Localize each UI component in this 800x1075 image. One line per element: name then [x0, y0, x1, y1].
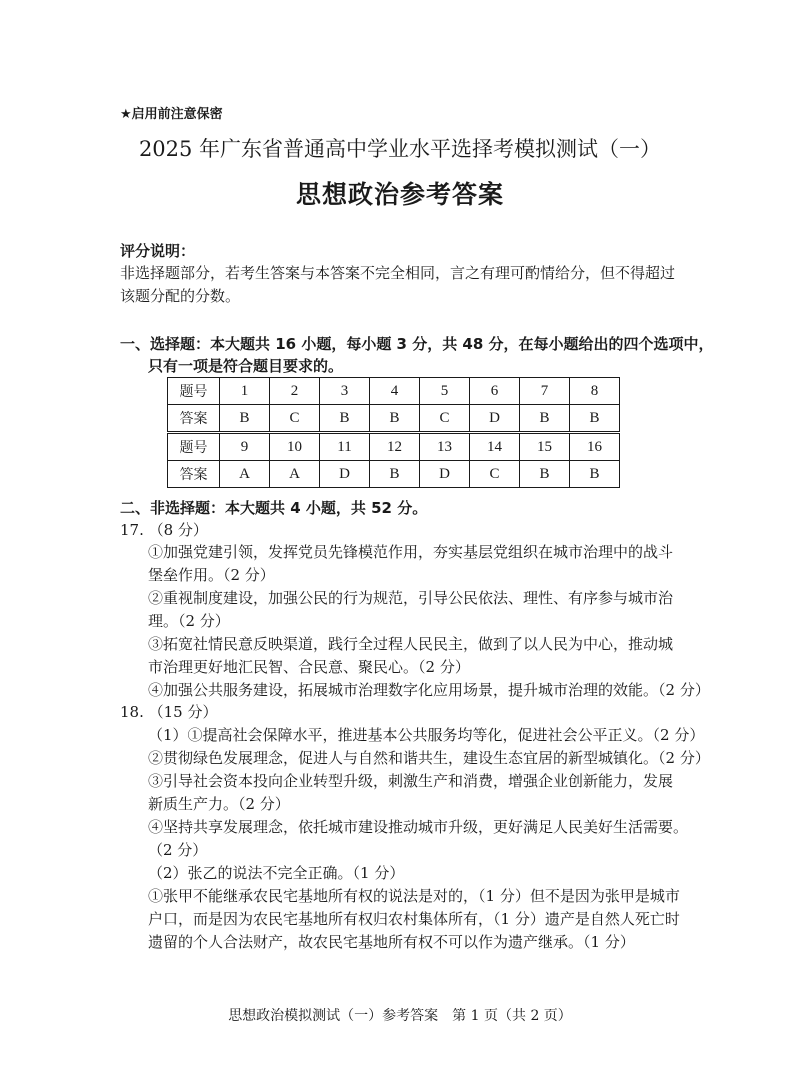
- table-cell: 10: [270, 433, 320, 461]
- table-cell: 12: [370, 433, 420, 461]
- answer-line: 理。（2 分）: [148, 612, 230, 630]
- answer-line: 户口，而是因为农民宅基地所有权归农村集体所有，（1 分）遗产是自然人死亡时: [148, 910, 680, 928]
- table-cell: C: [420, 405, 470, 433]
- page-footer: 思想政治模拟测试（一）参考答案 第 1 页（共 2 页）: [228, 1008, 572, 1024]
- table-row: [168, 461, 620, 488]
- table-cell-label: 题号: [168, 378, 220, 405]
- table-cell: C: [270, 405, 320, 433]
- table-cell: 13: [420, 433, 470, 461]
- table-cell: A: [220, 461, 270, 488]
- scoring-line: 非选择题部分，若考生答案与本答案不完全相同，言之有理可酌情给分，但不得超过: [120, 264, 676, 282]
- answer-line: 市治理更好地汇民智、合民意、聚民心。（2 分）: [148, 658, 470, 676]
- answer-line: ①加强党建引领，发挥党员先锋模范作用，夯实基层党组织在城市治理中的战斗: [148, 543, 674, 561]
- table-cell: D: [420, 461, 470, 488]
- table-cell-label: 题号: [168, 433, 220, 461]
- question-18-head: 18. （15 分）: [120, 703, 218, 721]
- table-row: [168, 405, 620, 433]
- section1-heading-cont: 只有一项是符合题目要求的。: [148, 357, 344, 375]
- table-cell: B: [370, 461, 420, 488]
- table-cell: 8: [570, 378, 620, 405]
- answer-line: （2 分）: [148, 841, 208, 859]
- table-cell: B: [520, 461, 570, 488]
- table-cell: C: [470, 461, 520, 488]
- table-cell: 15: [520, 433, 570, 461]
- answer-table: [167, 377, 620, 488]
- section2-heading: 二、非选择题：本大题共 4 小题，共 52 分。: [120, 499, 428, 517]
- table-cell: 5: [420, 378, 470, 405]
- exam-title: 2025 年广东省普通高中学业水平选择考模拟测试（一）: [138, 137, 662, 161]
- table-cell: 9: [220, 433, 270, 461]
- answer-line: ③拓宽社情民意反映渠道，践行全过程人民民主，做到了以人民为中心，推动城: [148, 635, 674, 653]
- table-cell: B: [570, 405, 620, 433]
- answer-line: ③引导社会资本投向企业转型升级，刺激生产和消费，增强企业创新能力，发展: [148, 772, 674, 790]
- answer-line: ①张甲不能继承农民宅基地所有权的说法是对的，（1 分）但不是因为张甲是城市: [148, 887, 680, 905]
- table-cell: D: [470, 405, 520, 433]
- confidential-label: ★启用前注意保密: [120, 107, 223, 122]
- table-cell: 1: [220, 378, 270, 405]
- answer-line: 堡垒作用。（2 分）: [148, 566, 275, 584]
- table-cell: 16: [570, 433, 620, 461]
- table-cell-label: 答案: [168, 405, 220, 433]
- answer-line: （2）张乙的说法不完全正确。（1 分）: [148, 864, 405, 882]
- table-cell: 3: [320, 378, 370, 405]
- table-cell: B: [220, 405, 270, 433]
- answer-line: ②重视制度建设，加强公民的行为规范，引导公民依法、理性、有序参与城市治: [148, 589, 674, 607]
- answer-line: 遗留的个人合法财产，故农民宅基地所有权不可以作为遗产继承。（1 分）: [148, 933, 635, 951]
- table-row: [168, 378, 620, 405]
- section1-heading: 一、选择题：本大题共 16 小题，每小题 3 分，共 48 分，在每小题给出的四个选项中，: [120, 335, 714, 353]
- table-cell: B: [570, 461, 620, 488]
- scoring-line: 该题分配的分数。: [120, 287, 241, 305]
- table-cell: B: [520, 405, 570, 433]
- table-row: [168, 433, 620, 461]
- answer-line: （1）①提高社会保障水平，推进基本公共服务均等化，促进社会公平正义。（2 分）: [148, 726, 705, 744]
- answer-line: 新质生产力。（2 分）: [148, 795, 290, 813]
- table-cell: D: [320, 461, 370, 488]
- answer-line: ④坚持共享发展理念，依托城市建设推动城市升级，更好满足人民美好生活需要。: [148, 818, 689, 836]
- scoring-heading: 评分说明：: [120, 242, 196, 260]
- answer-line: ④加强公共服务建设，拓展城市治理数字化应用场景，提升城市治理的效能。（2 分）: [148, 681, 710, 699]
- question-17-head: 17. （8 分）: [120, 521, 208, 539]
- table-cell: B: [370, 405, 420, 433]
- table-cell: A: [270, 461, 320, 488]
- table-cell-label: 答案: [168, 461, 220, 488]
- table-cell: 6: [470, 378, 520, 405]
- page-title: 思想政治参考答案: [295, 180, 504, 209]
- answer-line: ②贯彻绿色发展理念，促进人与自然和谐共生，建设生态宜居的新型城镇化。（2 分）: [148, 749, 710, 767]
- table-cell: 14: [470, 433, 520, 461]
- table-cell: B: [320, 405, 370, 433]
- table-cell: 2: [270, 378, 320, 405]
- table-cell: 11: [320, 433, 370, 461]
- table-cell: 7: [520, 378, 570, 405]
- table-cell: 4: [370, 378, 420, 405]
